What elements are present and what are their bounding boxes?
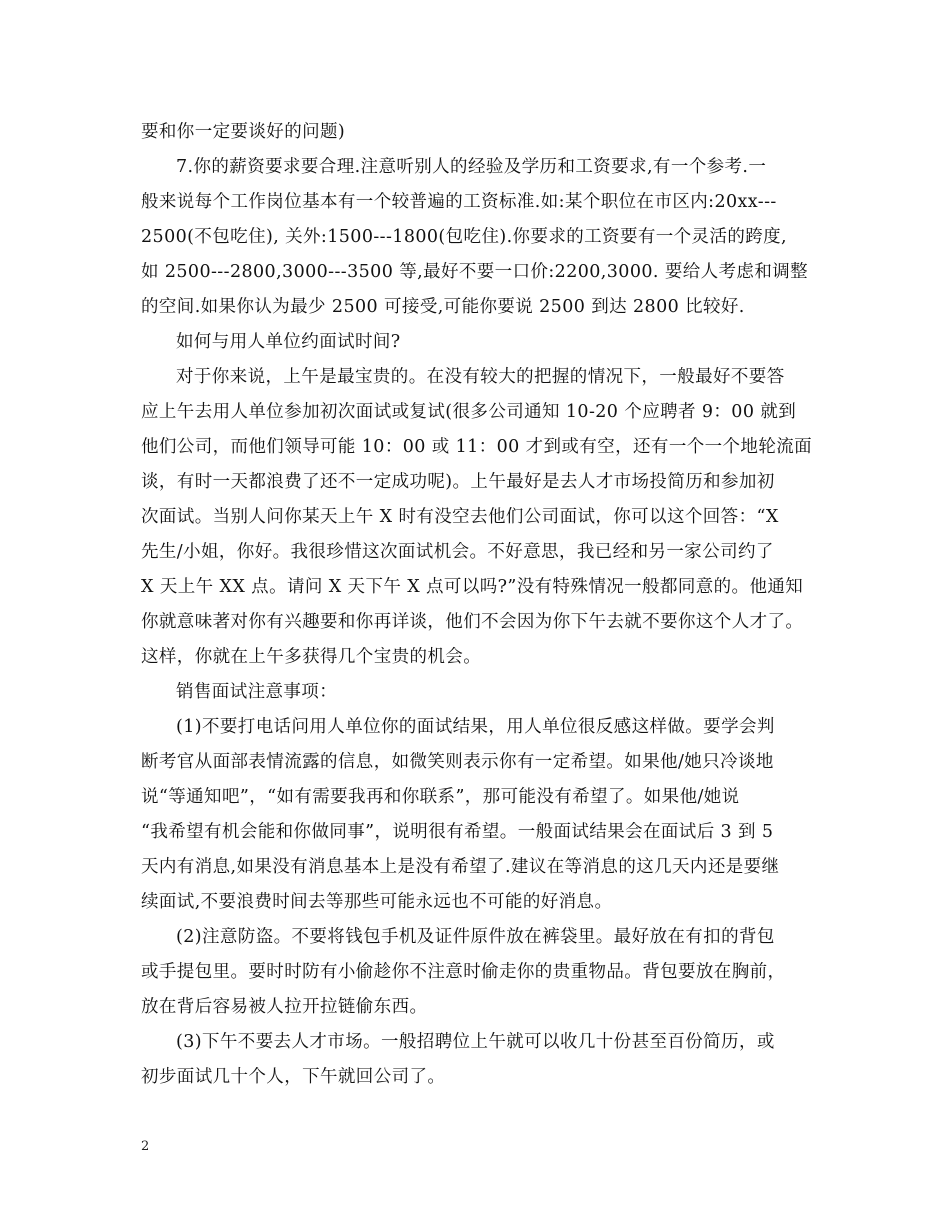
text-line: 要和你一定要谈好的问题): [141, 122, 346, 142]
section-heading: 销售面试注意事项：: [176, 682, 338, 702]
text-line: 对于你来说，上午是最宝贵的。在没有较大的把握的情况下，一般最好不要答: [176, 367, 785, 387]
text-line: 次面试。当别人问你某天上午 X 时有没空去他们公司面试，你可以这个回答：“X: [141, 507, 779, 527]
text-line: 的空间.如果你认为最少 2500 可接受,可能你要说 2500 到达 2800 比较好.: [141, 297, 745, 317]
text-line: 先生/小姐，你好。我很珍惜这次面试机会。不好意思，我已经和另一家公司约了: [141, 542, 774, 562]
text-line: 初步面试几十个人，下午就回公司了。: [141, 1067, 446, 1087]
text-line: (3)下午不要去人才市场。一般招聘位上午就可以收几十份甚至百份简历，或: [176, 1032, 775, 1052]
text-line: (2)注意防盗。不要将钱包手机及证件原件放在裤袋里。最好放在有扣的背包: [176, 927, 775, 947]
text-line: 他们公司，而他们领导可能 10：00 或 11：00 才到或有空，还有一个一个地轮流面: [141, 437, 813, 457]
text-line: 谈，有时一天都浪费了还不一定成功呢)。上午最好是去人才市场投简历和参加初: [141, 472, 775, 492]
text-line: 放在背后容易被人拉开拉链偷东西。: [141, 997, 428, 1017]
text-line: 这样，你就在上午多获得几个宝贵的机会。: [141, 647, 482, 667]
text-line: 应上午去用人单位参加初次面试或复试(很多公司通知 10-20 个应聘者 9：00 就到: [141, 402, 797, 422]
text-line: “我希望有机会能和你做同事”，说明很有希望。一般面试结果会在面试后 3 到 5: [141, 822, 774, 842]
text-line: 般来说每个工作岗位基本有一个较普遍的工资标准.如:某个职位在市区内:20xx---: [141, 192, 777, 212]
page-number: 2: [141, 1139, 150, 1154]
text-line: 你就意味著对你有兴趣要和你再详谈，他们不会因为你下午去就不要你这个人才了。: [141, 612, 804, 632]
text-line: 或手提包里。要时时防有小偷趁你不注意时偷走你的贵重物品。背包要放在胸前，: [141, 962, 786, 982]
text-line: (1)不要打电话问用人单位你的面试结果，用人单位很反感这样做。要学会判: [176, 717, 775, 737]
text-line: 如 2500---2800,3000---3500 等,最好不要一口价:2200,3000. 要给人考虑和调整: [141, 262, 809, 282]
text-line: 7.你的薪资要求要合理.注意听别人的经验及学历和工资要求,有一个参考.一: [176, 157, 767, 177]
text-line: 说“等通知吧”，“如有需要我再和你联系”，那可能没有希望了。如果他/她说: [141, 787, 740, 807]
section-heading: 如何与用人单位约面试时间?: [176, 332, 401, 352]
text-line: 天内有消息,如果没有消息基本上是没有希望了.建议在等消息的这几天内还是要继: [141, 857, 780, 877]
text-line: 断考官从面部表情流露的信息，如微笑则表示你有一定希望。如果他/她只冷谈地: [141, 752, 774, 772]
text-line: 续面试,不要浪费时间去等那些可能永远也不可能的好消息。: [141, 892, 613, 912]
text-line: 2500(不包吃住), 关外:1500---1800(包吃住).你要求的工资要有一个灵活的跨度,: [141, 227, 788, 247]
text-line: X 天上午 XX 点。请问 X 天下午 X 点可以吗?”没有特殊情况一般都同意的。他通知: [141, 577, 804, 597]
